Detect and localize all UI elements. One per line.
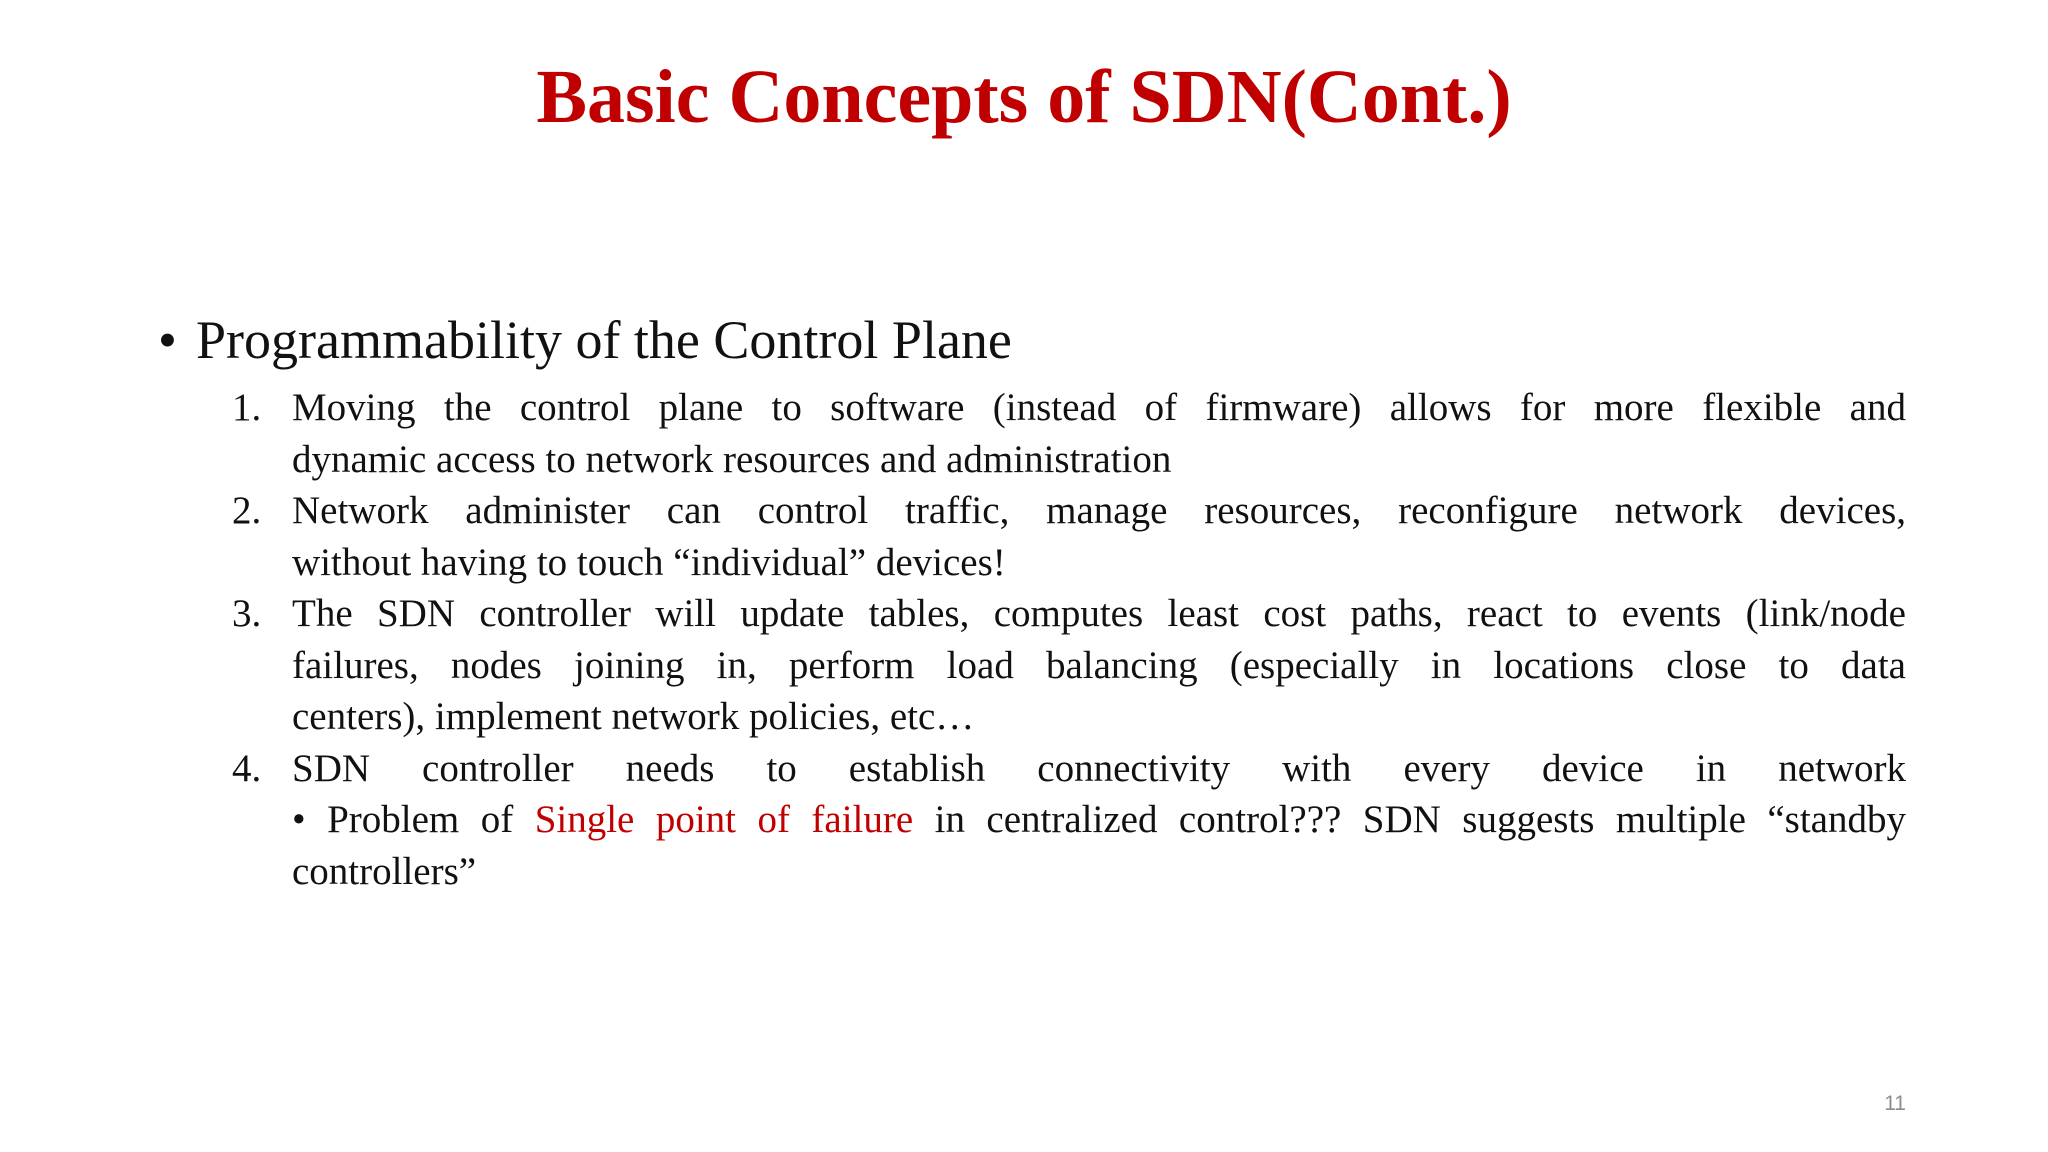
list-item-number: 2. [232, 489, 262, 532]
page-number: 11 [1884, 1092, 1906, 1115]
list-item-number: 1. [232, 386, 262, 429]
list-item-2 [232, 485, 1906, 588]
list-item-line: Network administer can control traffic, manage resources, reconfigure network devices, [292, 489, 1906, 532]
list-item-line [292, 794, 1906, 846]
highlight-single-point-of-failure: Single point of failure [534, 798, 914, 841]
list-item-number: 3. [232, 592, 262, 635]
bullet-heading [158, 308, 1012, 373]
numbered-list [232, 382, 1906, 897]
list-item-text [292, 485, 1906, 588]
list-item-number: 4. [232, 746, 262, 790]
list-item-4 [232, 743, 1906, 898]
sub-bullet-prefix: • Problem of [292, 798, 535, 841]
bullet-icon: • [158, 310, 177, 370]
list-item-text [292, 588, 1906, 743]
list-item-line: dynamic access to network resources and administration [292, 437, 1172, 481]
sub-bullet-suffix: in centralized control??? SDN suggests multiple “standby [913, 798, 1906, 841]
list-item-line: controllers” [292, 849, 477, 893]
list-item-line: SDN controller needs to establish connectivity with every device in network [292, 746, 1906, 790]
list-item-line: The SDN controller will update tables, computes least cost paths, react to events (link/node [292, 592, 1906, 635]
list-item-text [292, 382, 1906, 485]
slide-title: Basic Concepts of SDN(Cont.) [536, 55, 1512, 139]
list-item-1 [232, 382, 1906, 485]
list-item-text [292, 743, 1906, 898]
list-item-3 [232, 588, 1906, 743]
list-item-line: Moving the control plane to software (instead of firmware) allows for more flexible and [292, 386, 1906, 429]
list-item-line: centers), implement network policies, etc… [292, 695, 975, 738]
list-item-line: failures, nodes joining in, perform load balancing (especially in locations close to data [292, 643, 1906, 687]
heading-text: Programmability of the Control Plane [196, 310, 1012, 370]
list-item-line: without having to touch “individual” devices! [292, 540, 1006, 584]
